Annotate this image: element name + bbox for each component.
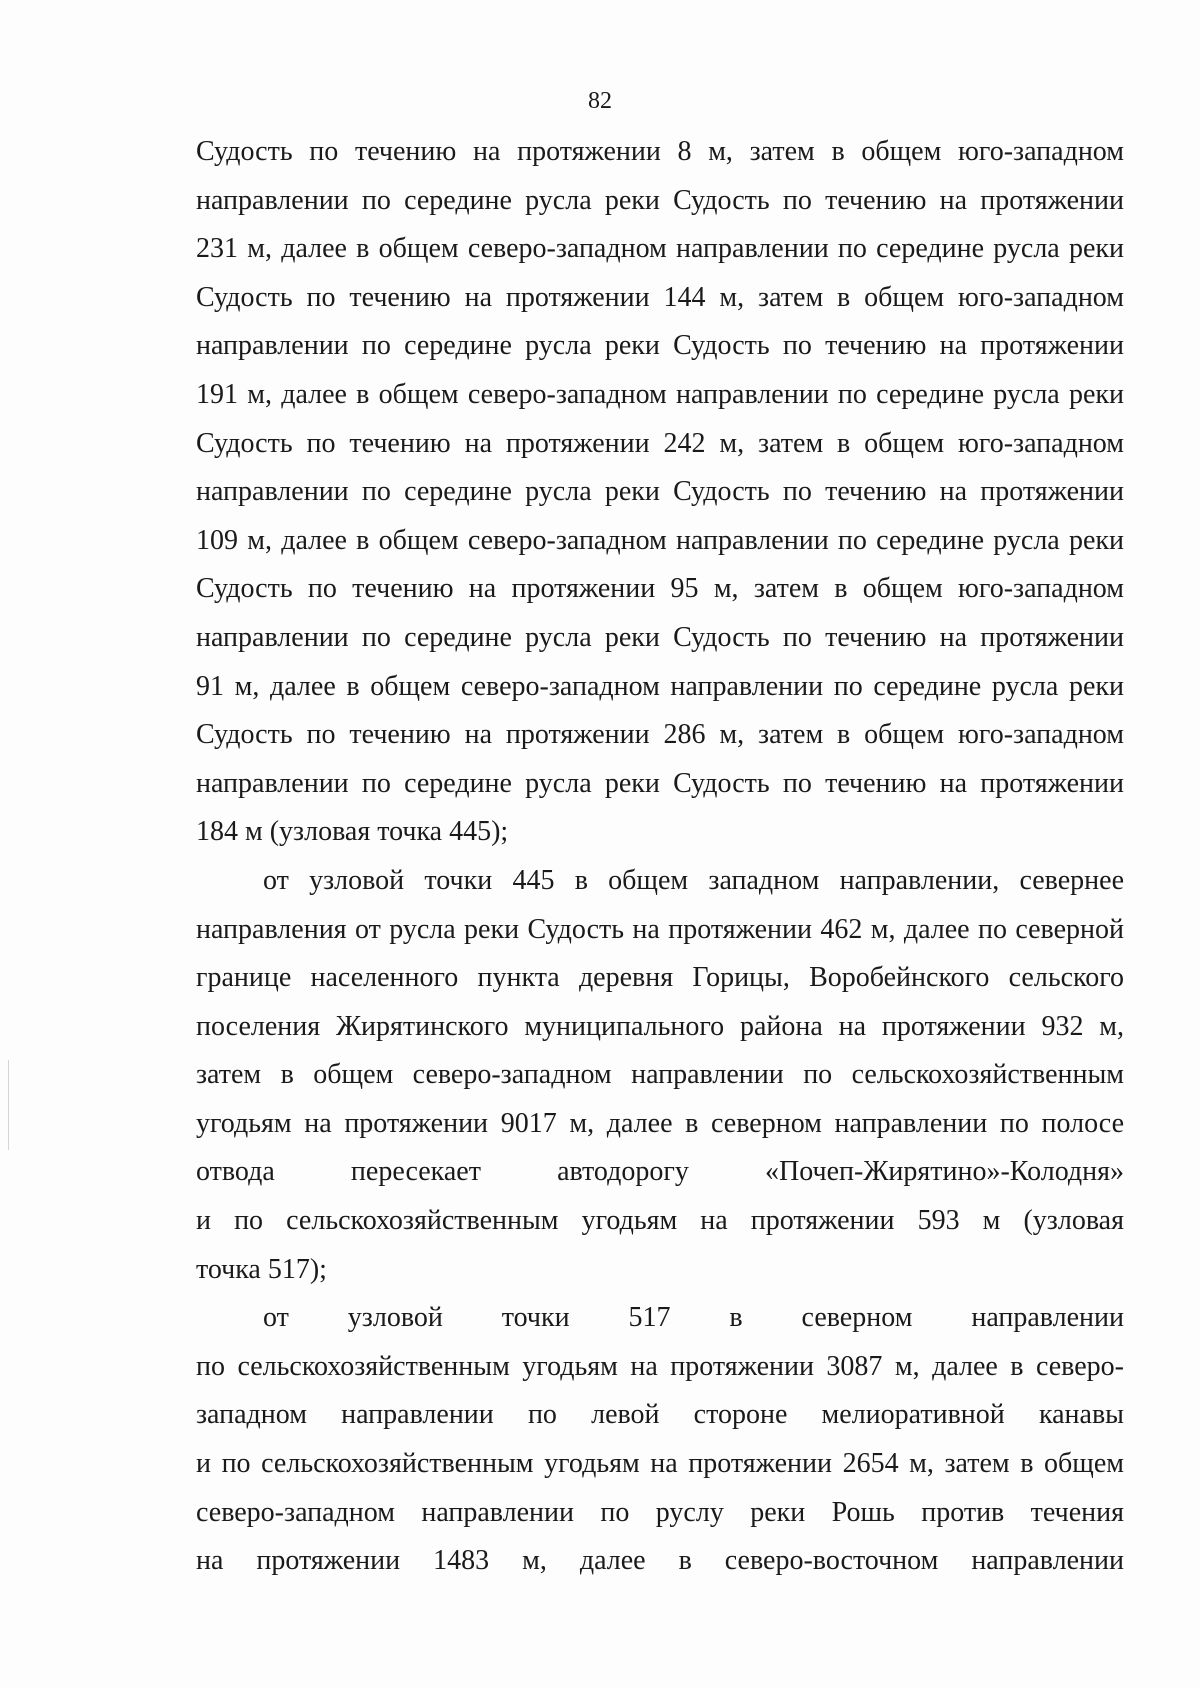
text-line: поселения Жирятинского муниципального района на протяжении 932 м, [196,1010,1124,1042]
text-line: направления от русла реки Судость на протяжении 462 м, далее по северной [196,913,1124,945]
text-line: от узловой точки 517 в северном направлении [263,1302,1124,1334]
text-line: Судость по течению на протяжении 286 м, затем в общем юго-западном [196,719,1124,751]
text-line: по сельскохозяйственным угодьям на протяжении 3087 м, далее в северо- [196,1350,1124,1382]
scan-edge-mark [8,1060,9,1150]
text-line: Судость по течению на протяжении 8 м, затем в общем юго-западном [196,136,1124,167]
text-line: отвода пересекает автодорогу «Почеп-Жирятино»-Колодня» [196,1156,1124,1188]
text-line: направлении по середине русла реки Судость по течению на протяжении [196,330,1124,362]
text-line: точка 517); [196,1253,327,1285]
text-line: направлении по середине русла реки Судость по течению на протяжении [196,621,1124,653]
text-line: и по сельскохозяйственным угодьям на протяжении 593 м (узловая [196,1205,1124,1237]
text-line: от узловой точки 445 в общем западном направлении, севернее [263,864,1124,896]
text-line: 184 м (узловая точка 445); [196,816,509,848]
text-line: на протяжении 1483 м, далее в северо-восточном направлении [196,1545,1124,1577]
page-number: 82 [588,88,612,114]
text-line: направлении по середине русла реки Судость по течению на протяжении [196,476,1124,508]
text-line: направлении по середине русла реки Судость по течению на протяжении [196,767,1124,799]
text-line: западном направлении по левой стороне мелиоративной канавы [196,1399,1124,1431]
text-line: Судость по течению на протяжении 95 м, затем в общем юго-западном [196,573,1124,605]
text-line: угодьям на протяжении 9017 м, далее в северном направлении по полосе [196,1107,1124,1139]
text-line: направлении по середине русла реки Судость по течению на протяжении [196,184,1124,216]
text-line: 91 м, далее в общем северо-западном направлении по середине русла реки [196,670,1124,702]
text-line: Судость по течению на протяжении 242 м, затем в общем юго-западном [196,427,1124,459]
text-line: границе населенного пункта деревня Горицы, Воробейнского сельского [196,962,1124,994]
text-line: Судость по течению на протяжении 144 м, затем в общем юго-западном [196,281,1124,313]
text-line: северо-западном направлении по руслу реки Рошь против течения [196,1496,1124,1528]
text-line: и по сельскохозяйственным угодьям на протяжении 2654 м, затем в общем [196,1448,1124,1480]
text-line: 191 м, далее в общем северо-западном направлении по середине русла реки [196,378,1124,410]
text-line: 231 м, далее в общем северо-западном направлении по середине русла реки [196,233,1124,265]
body-text [196,128,1124,1586]
text-line: 109 м, далее в общем северо-западном направлении по середине русла реки [196,524,1124,556]
text-line: затем в общем северо-западном направлении по сельскохозяйственным [196,1059,1124,1091]
